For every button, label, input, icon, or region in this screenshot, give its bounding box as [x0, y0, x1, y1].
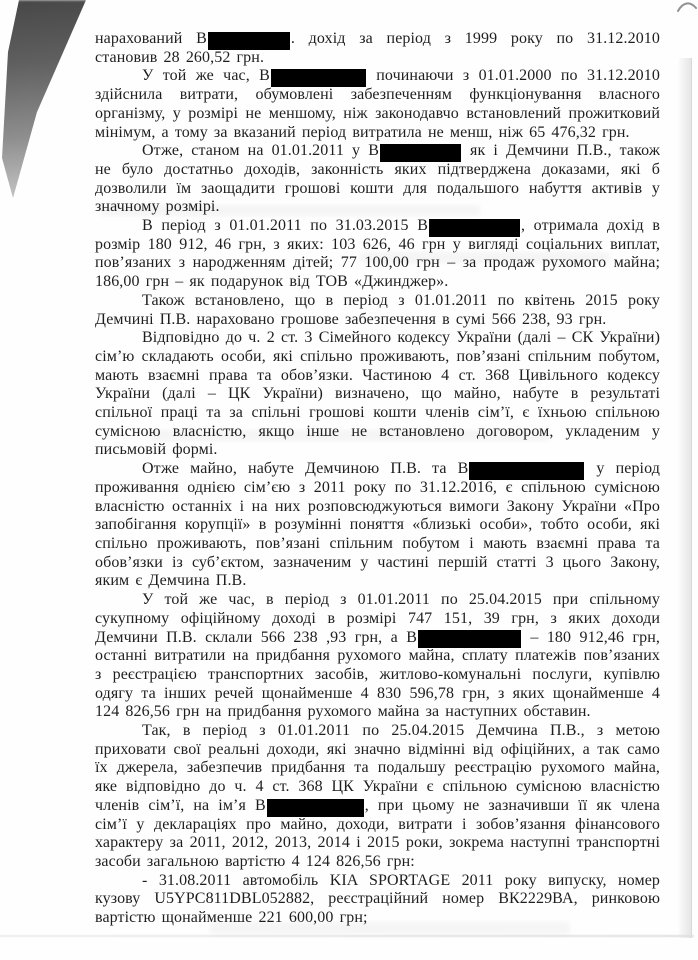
text-segment: В період з 01.01.2011 по 31.03.2015 В	[142, 217, 428, 235]
redaction-box	[380, 144, 461, 162]
paragraph	[95, 329, 660, 460]
text-segment: Також встановлено, що в період з 01.01.2011 по квітень 2015 року Демчині П.В. нараховано грошове забезпечення в сумі 566 238, 93 грн.	[95, 291, 660, 328]
redaction-box	[271, 69, 366, 87]
text-segment: - 31.08.2011 автомобіль KIA SPORTAGE 2011 року випуску, номер кузову U5YPC811DBL052882, реєстраційний номер ВК2229ВА, ринковою вартістю щонайменше 221 600,00 грн;	[95, 871, 660, 927]
paragraph	[95, 460, 660, 591]
text-segment: – 180 912,46 грн, останні витратили на придбання рухомого майна, сплату платежів пов’язаних з реєстрацією транспортних засобів, житлово-комунальні послуги, купівлю одягу та інших речей щонайменше 4 830 596,78 грн, з яких щонайменше 4 124 826,56 грн на придбання рухомого майна за наступних обставин.	[95, 628, 660, 721]
text-segment: У той же час, в період з 01.01.2011 по 25.04.2015 при спільному сукупному офіційному доході в розмірі 747 151, 39 грн, з яких доходи Демчини П.В. склали 566 238 ,93 грн, а В	[95, 591, 660, 646]
text-segment: Отже майно, набуте Демчиною П.В. та В	[142, 460, 469, 478]
redaction-box	[418, 630, 521, 648]
paragraph	[95, 292, 660, 329]
paragraph	[95, 142, 660, 217]
page-curl-shadow	[0, 0, 100, 205]
paragraph	[95, 591, 660, 722]
page-corner-mark	[677, 0, 697, 14]
text-segment: У той же час, В	[142, 67, 270, 85]
paragraph	[95, 30, 660, 67]
paragraph	[95, 722, 660, 872]
text-segment: нарахований В	[95, 30, 207, 47]
text-segment: , при цьому не зазначивши її як члена сім’ї у деклараціях про майно, доходи, витрати і зобов’язання фінансового характеру за 2011, 2012, 2013, 2014 і 2015 роки, зокрема наступні транспортні засоби загальною вартістю 4 124 826,56 грн:	[95, 796, 660, 870]
redaction-box	[208, 32, 290, 50]
text-segment: у період проживання однією сім’єю з 2011 року по 31.12.2016, є спільною сумісною власністю останніх і на них розповсюджуються вимоги Закону України «Про запобігання корупції» в розумінні поняття «близькі особи», тобто особи, які спільно проживають, пов’язані спільним побутом і мають взаємні права та обов’язки із суб’єктом, зазначеним у частині першій статті 3 цього Закону, яким є Демчина П.В.	[95, 460, 660, 590]
text-segment: Відповідно до ч. 2 ст. 3 Сімейного кодексу України (далі – СК України) сім’ю складають особи, які спільно проживають, пов’язані спільним побутом, мають взаємні права та обов’язки. Частиною 4 ст. 368 Цивільного кодексу України (далі – ЦК України) визначено, що майно, набуте в результаті спільної праці та за спільні грошові кошти членів сім’ї, є їхньою спільною сумісною власністю, якщо інше не встановлено договором, укладеним у письмовій формі.	[95, 329, 660, 459]
document-text	[95, 30, 660, 928]
redaction-box	[429, 219, 520, 237]
page-bottom-edge	[0, 935, 694, 937]
paragraph	[95, 67, 660, 142]
text-segment: як і Демчини П.В., також не було достатньо доходів, законність яких підтверджена доказами, які б дозволили їм заощадити грошові кошти для подальшого набуття активів у значному розмірі.	[95, 142, 661, 216]
text-segment: . дохід за період з 1999 року по 31.12.2010 становив 28 260,52 грн.	[95, 30, 660, 66]
paragraph	[95, 872, 660, 928]
text-segment: Отже, станом на 01.01.2011 у В	[142, 142, 379, 160]
paragraph	[95, 217, 660, 292]
text-segment: починаючи з 01.01.2000 по 31.12.2010 здійснила витрати, обумовлені забезпеченням функціонування власного організму, у розмірі не меншому, ніж законодавчо встановлений прожитковий мінімум, а тому за вказаний період витратила не менш, ніж 65 476,32 грн.	[95, 67, 660, 141]
page-right-edge	[677, 58, 692, 938]
redaction-box	[469, 462, 584, 480]
text-segment: Так, в період з 01.01.2011 по 25.04.2015 Демчина П.В., з метою приховати свої реальні доходи, які значно відмінні від офіційних, а так само їх джерела, забезпечив придбання та подальшу реєстрацію рухомого майна, яке відповідно до ч. 4 ст. 368 ЦК України є спільною сумісною власністю членів сім’ї, на ім’я В	[95, 722, 660, 814]
redaction-box	[267, 799, 364, 817]
text-segment: , отримала дохід в розмір 180 912, 46 грн, з яких: 103 626, 46 грн у вигляді соціальних виплат, пов’язаних з народженням дітей; 77 100,00 грн – за продаж рухомого майна; 186,00 грн – як подарунок від ТОВ «Джинджер».	[95, 217, 660, 291]
